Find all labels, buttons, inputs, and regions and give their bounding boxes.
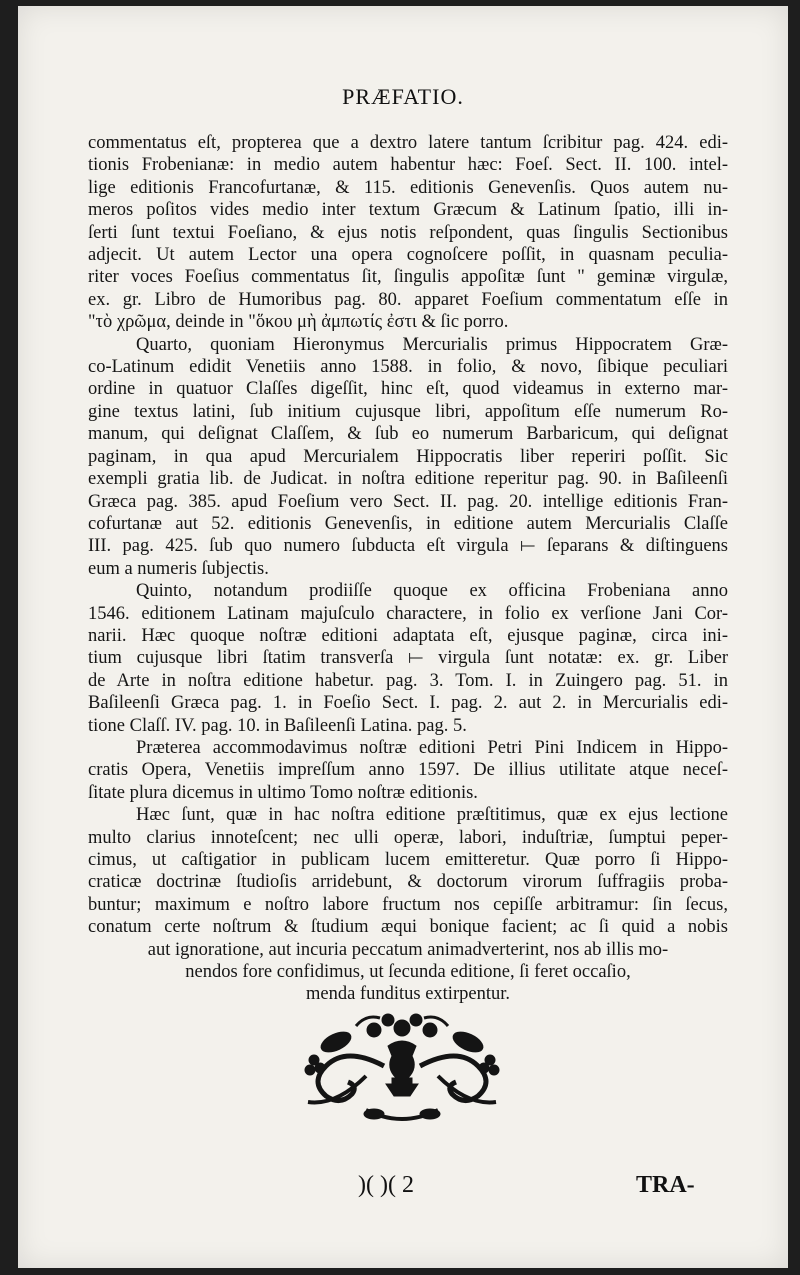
text-line: gine textus latini, ſub initium cujusque libri, appoſitum eſſe numerum Ro- xyxy=(88,401,728,422)
text-line: multo clarius innoteſcent; nec ulli operæ, labori, induſtriæ, ſumptui peper- xyxy=(88,827,728,848)
text-line: Præterea accommodavimus noſtræ editioni Petri Pini Indicem in Hippo- xyxy=(136,737,728,758)
page-header: PRÆFATIO. xyxy=(342,84,464,109)
text-line: paginam, in qua apud Mercurialem Hippocratis liber reperiri poſſit. Sic xyxy=(88,446,728,467)
text-line: cratis Opera, Venetiis impreſſum anno 1597. De illius utilitate atque neceſ- xyxy=(88,760,728,781)
text-line: meros poſitos vides medio inter textum Græcum & Latinum ſpatio, illi in- xyxy=(88,200,728,221)
text-line: co-Latinum edidit Venetiis anno 1588. in folio, & novo, ſibique peculiari xyxy=(88,357,728,378)
text-line-centered: nendos fore confidimus, ut ſecunda editione, ſi feret occaſio, xyxy=(185,962,631,983)
text-line: tione Claſſ. IV. pag. 10. in Baſileenſi Latina. pag. 5. xyxy=(88,715,467,736)
text-line: de Arte in noſtra editione habetur. pag. 3. Tom. I. in Zuingero pag. 51. in xyxy=(88,670,728,691)
main-text xyxy=(88,132,728,1006)
signature-mark: )( )( 2 xyxy=(358,1172,414,1198)
text-line: narii. Hæc quoque noſtræ editioni adaptata eſt, ejusque paginæ, circa ini- xyxy=(88,625,728,646)
text-line: Quinto, notandum prodiiſſe quoque ex officina Frobeniana anno xyxy=(136,581,728,602)
catchword: TRA- xyxy=(636,1172,695,1198)
text-line: tionis Frobenianæ: in medio autem habentur hæc: Foeſ. Sect. II. 100. intel- xyxy=(88,155,728,176)
text-line: ex. gr. Libro de Humoribus pag. 80. apparet Foeſium commentatum eſſe in xyxy=(88,289,728,310)
text-line: cimus, ut caſtigatior in publicam lucem emitteretur. Quæ porro ſi Hippo- xyxy=(88,850,728,870)
text-line: Quarto, quoniam Hieronymus Mercurialis primus Hippocratem Græ- xyxy=(136,334,728,355)
text-line: commentatus eſt, propterea que a dextro latere tantum ſcribitur pag. 424. edi- xyxy=(88,133,728,153)
text-line: adjecit. Ut autem Lector una opera cognoſcere poſſit, in quasnam peculia- xyxy=(88,245,728,266)
text-line-centered: menda funditus extirpentur. xyxy=(306,984,510,1005)
text-line: Baſileenſi Græca pag. 1. in Foeſio Sect. I. pag. 2. aut 2. in Mercurialis edi- xyxy=(88,693,728,714)
text-line: Græca pag. 385. apud Foeſium vero Sect. II. pag. 20. intellige editionis Fran- xyxy=(88,491,728,512)
text-line-centered: aut ignoratione, aut incuria peccatum animadverterint, nos ab illis mo- xyxy=(147,939,669,960)
text-line: ſitate plura dicemus in ultimo Tomo noſtræ editionis. xyxy=(88,782,478,803)
book-page xyxy=(18,6,788,1268)
text-line: 1546. editionem Latinam majuſculo charactere, in folio ex verſione Jani Cor- xyxy=(88,603,728,624)
floral-vase-ornament-icon xyxy=(296,1006,508,1128)
text-line: conatum certe noſtrum & ſtudium æqui bonique facient; ac ſi quid a nobis xyxy=(88,917,728,938)
text-line: eum a numeris ſubjectis. xyxy=(88,558,269,579)
text-line: riter voces Foeſius commentatus ſit, ſingulis appoſitæ ſunt " geminæ virgulæ, xyxy=(88,267,728,288)
text-line: exempli gratia lib. de Judicat. in noſtra editione reperitur pag. 90. in Baſileenſi xyxy=(88,469,728,490)
text-line: cofurtanæ aut 52. editionis Genevenſis, in editione autem Mercurialis Claſſe xyxy=(88,513,728,534)
text-line: buntur; maximum e noſtro labore fructum nos cepiſſe arbitramur: ſin ſecus, xyxy=(88,894,728,915)
text-line: ordine in quatuor Claſſes digeſſit, hinc eſt, quod videamus in externo mar- xyxy=(88,379,728,400)
text-line: craticæ doctrinæ ſtudioſis arridebunt, & doctorum virorum ſuffragiis proba- xyxy=(88,872,728,893)
text-line: manum, qui deſignat Claſſem, & ſub eo numerum Barbaricum, qui deſignat xyxy=(88,424,728,445)
text-line: III. pag. 425. ſub quo numero ſubducta eſt virgula ⟝ ſeparans & diſtinguens xyxy=(88,536,728,557)
text-line: tium cujusque libri ſtatim transverſa ⟝ virgula ſunt notatæ: ex. gr. Liber xyxy=(88,648,728,669)
text-line: ſerti ſunt textui Foeſiano, & ejus notis reſpondent, quas ſingulis Sectionibus xyxy=(88,222,728,243)
text-line: lige editionis Francofurtanæ, & 115. editionis Genevenſis. Quos autem nu- xyxy=(88,177,728,198)
text-line: "τὸ χρῶμα, deinde in "ὅκου μὴ ἀμπωτίς ἐστι & ſic porro. xyxy=(88,312,509,333)
text-line: Hæc ſunt, quæ in hac noſtra editione præſtitimus, quæ ex ejus lectione xyxy=(136,805,728,826)
